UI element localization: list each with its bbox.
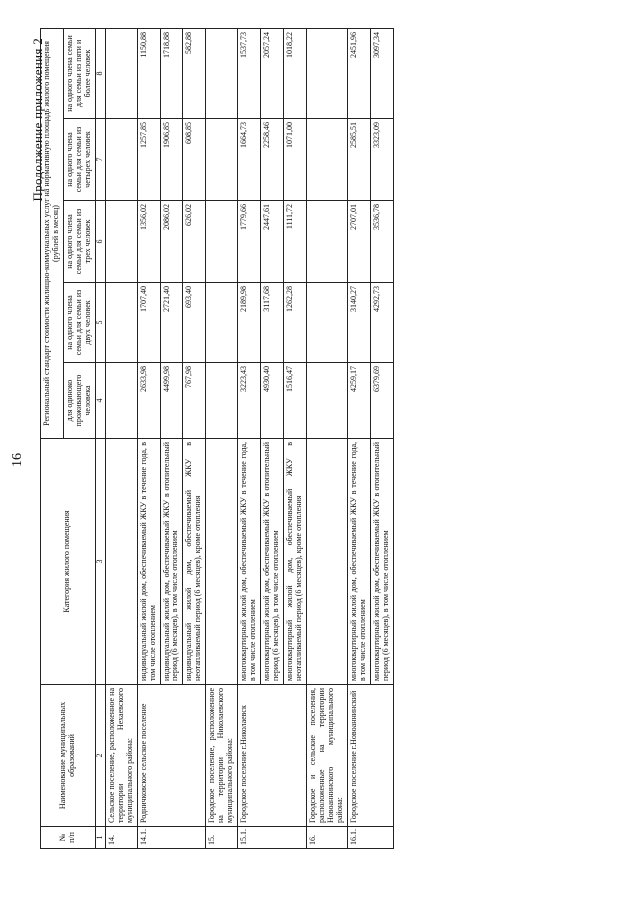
- empty-cell: [306, 283, 347, 363]
- column-number: 4: [95, 363, 105, 439]
- empty-cell: [105, 283, 137, 363]
- municipality-name: Городское поселение, расположенное на территории Николаевского муниципального района:: [206, 685, 238, 827]
- standard-value: 3097,34: [370, 28, 393, 118]
- continuation-title: Продолжение приложения 2: [30, 38, 45, 202]
- group-row: [306, 28, 347, 848]
- standard-value: 3536,78: [370, 201, 393, 283]
- empty-cell: [306, 363, 347, 439]
- column-number: 8: [95, 28, 105, 118]
- dwelling-category: индивидуальный жилой дом, обеспечиваемый ЖКУ в неотапливаемый период (6 месяцев), кроме отопления: [183, 439, 206, 685]
- row-number: 14.1.: [137, 827, 206, 849]
- group-row: [105, 28, 137, 848]
- column-number: 2: [95, 685, 105, 827]
- row-number: 16.: [306, 827, 347, 849]
- column-number: 3: [95, 439, 105, 685]
- empty-cell: [306, 439, 347, 685]
- dwelling-category: индивидуальный жилой дом, обеспечиваемый ЖКУ в течение года, в том числе отоплением: [137, 439, 160, 685]
- empty-cell: [105, 201, 137, 283]
- municipality-name: Городское поселение г.Новоаннинский: [347, 685, 393, 827]
- standard-value: 2447,61: [261, 201, 284, 283]
- empty-cell: [306, 201, 347, 283]
- empty-cell: [105, 119, 137, 201]
- standard-value: 6379,69: [370, 363, 393, 439]
- municipality-name: Родничковское сельское поселение: [137, 685, 206, 827]
- empty-cell: [206, 439, 238, 685]
- standard-value: 3323,09: [370, 119, 393, 201]
- column-numbers-row: [95, 28, 105, 848]
- standard-value: 1718,88: [160, 28, 183, 118]
- municipality-name: Городское и сельские поселения, расположенные на территории Новоаннинского муниципального района:: [306, 685, 347, 827]
- empty-cell: [105, 439, 137, 685]
- table-row: [137, 28, 160, 848]
- empty-cell: [206, 28, 238, 118]
- row-number: 16.1.: [347, 827, 393, 849]
- standard-value: 2633,98: [137, 363, 160, 439]
- standard-value: 1516,47: [284, 363, 307, 439]
- header-standard: Региональный стандарт стоимости жилищно-коммунальных услуг на нормативную площадь жилого помещения (рублей в месяц): [41, 28, 64, 438]
- standard-value: 2585,51: [347, 119, 370, 201]
- standard-value: 1779,66: [238, 201, 261, 283]
- standard-value: 4930,40: [261, 363, 284, 439]
- standard-value: 1707,40: [137, 283, 160, 363]
- standard-value: 1537,73: [238, 28, 261, 118]
- standard-value: 582,88: [183, 28, 206, 118]
- row-number: 14.: [105, 827, 137, 849]
- dwelling-category: многоквартирный жилой дом, обеспечиваемый ЖКУ в неотапливаемый период (6 месяцев), кроме отопления: [284, 439, 307, 685]
- dwelling-category: многоквартирный жилой дом, обеспечиваемый ЖКУ в течение года, в том числе отоплением: [347, 439, 370, 685]
- standard-value: 3117,68: [261, 283, 284, 363]
- column-number: 7: [95, 119, 105, 201]
- standard-value: 1150,88: [137, 28, 160, 118]
- empty-cell: [306, 28, 347, 118]
- column-number: 6: [95, 201, 105, 283]
- municipality-name: Сельское поселение, расположенное на территории Нехаевского муниципального района:: [105, 685, 137, 827]
- table-row: [347, 28, 370, 848]
- municipality-name: Городское поселение г.Николаевск: [238, 685, 307, 827]
- standard-value: 2258,46: [261, 119, 284, 201]
- standard-value: 2189,98: [238, 283, 261, 363]
- group-row: [206, 28, 238, 848]
- tariff-table: [40, 28, 394, 849]
- row-number: 15.: [206, 827, 238, 849]
- empty-cell: [306, 119, 347, 201]
- standard-value: 626,02: [183, 201, 206, 283]
- standard-value: 1257,85: [137, 119, 160, 201]
- page-number: 16: [10, 453, 25, 467]
- dwelling-category: многоквартирный жилой дом, обеспечиваемый ЖКУ в отопительный период (6 месяцев), в том числе отоплением: [261, 439, 284, 685]
- standard-value: 1906,85: [160, 119, 183, 201]
- header-sub-1: для одиноко проживающего человека: [63, 363, 95, 439]
- standard-value: 1111,72: [284, 201, 307, 283]
- header-sub-5: на одного члена семьи для семьи из пяти и более человек: [63, 28, 95, 118]
- dwelling-category: многоквартирный жилой дом, обеспечиваемый ЖКУ в течение года, в том числе отоплением: [238, 439, 261, 685]
- standard-value: 1664,73: [238, 119, 261, 201]
- column-number: 5: [95, 283, 105, 363]
- empty-cell: [206, 201, 238, 283]
- standard-value: 4259,17: [347, 363, 370, 439]
- dwelling-category: многоквартирный жилой дом, обеспечиваемый ЖКУ в отопительный период (6 месяцев), в том числе отоплением: [370, 439, 393, 685]
- header-sub-4: на одного члена семьи для семьи из четырех человек: [63, 119, 95, 201]
- standard-value: 3223,43: [238, 363, 261, 439]
- header-category: Категория жилого помещения: [41, 439, 96, 685]
- header-sub-3: на одного члена семьи для семьи из трех человек: [63, 201, 95, 283]
- dwelling-category: индивидуальный жилой дом, обеспечиваемый ЖКУ в отопительный период (6 месяцев), в том числе отоплением: [160, 439, 183, 685]
- standard-value: 2451,96: [347, 28, 370, 118]
- standard-value: 608,85: [183, 119, 206, 201]
- standard-value: 2721,40: [160, 283, 183, 363]
- standard-value: 2086,02: [160, 201, 183, 283]
- column-number: 1: [95, 827, 105, 849]
- standard-value: 1262,28: [284, 283, 307, 363]
- standard-value: 2707,01: [347, 201, 370, 283]
- empty-cell: [206, 363, 238, 439]
- standard-value: 3140,27: [347, 283, 370, 363]
- empty-cell: [206, 119, 238, 201]
- standard-value: 2057,24: [261, 28, 284, 118]
- empty-cell: [105, 363, 137, 439]
- header-sub-2: на одного члена семьи для семьи из двух человек: [63, 283, 95, 363]
- header-num: № п/п: [41, 827, 96, 849]
- table-row: [238, 28, 261, 848]
- standard-value: 693,40: [183, 283, 206, 363]
- standard-value: 1018,22: [284, 28, 307, 118]
- standard-value: 4292,73: [370, 283, 393, 363]
- row-number: 15.1.: [238, 827, 307, 849]
- standard-value: 1071,00: [284, 119, 307, 201]
- standard-value: 1356,02: [137, 201, 160, 283]
- empty-cell: [105, 28, 137, 118]
- standard-value: 4499,98: [160, 363, 183, 439]
- standard-value: 767,98: [183, 363, 206, 439]
- header-municipality: Наименование муниципальных образований: [41, 685, 96, 827]
- empty-cell: [206, 283, 238, 363]
